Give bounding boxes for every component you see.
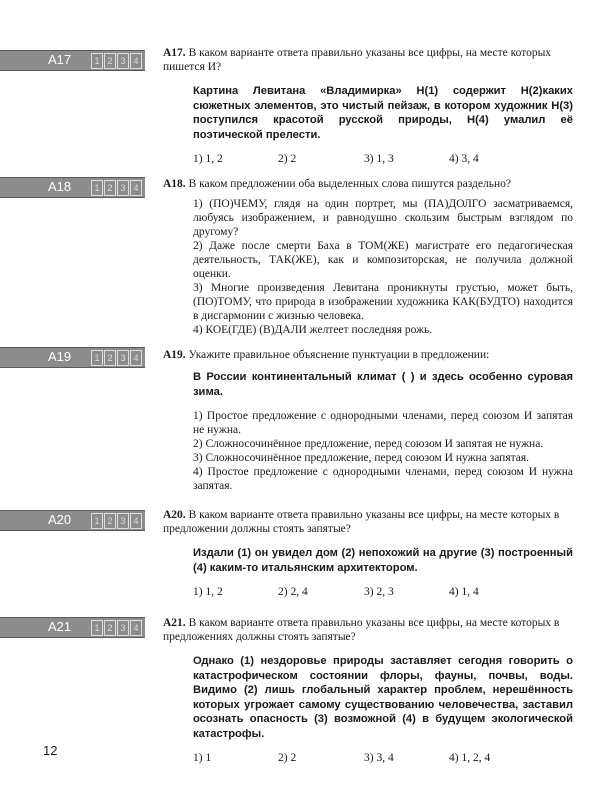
option-item[interactable]: 4) КОЕ(ГДЕ) (В)ДАЛИ желтеет последняя рожь. bbox=[193, 324, 433, 336]
question-code: A17 bbox=[48, 52, 72, 67]
answer-option[interactable]: 3) 3, 4 bbox=[364, 752, 394, 764]
answer-row bbox=[193, 152, 573, 166]
question-code: A19 bbox=[48, 349, 72, 364]
answer-option[interactable]: 1) 1, 2 bbox=[193, 586, 223, 598]
question-a18: А18. В каком предложении оба выделенных слова пишутся раздельно? 1) (ПО)ЧЕМУ, глядя на один портрет, мы (ПА)ДОЛГО засматриваемся, любуясь изображением, и равнодушно скользим быстрым взглядом по другому? 2) Даже после смерти Баха в ТОМ(ЖЕ) магистрате его педагогическая деятельность, ТАК(ЖЕ), как и композиторская, не получила должной оценки. 3) Многие произведения Левитана проникнуты грустью, может быть, (ПО)ТОМУ, что природа в изображении художника КАК(БУДТО) находится в дисгармонии с жизнью человека. 4) КОЕ(ГДЕ) (В)ДАЛИ желтеет последняя рожь. bbox=[163, 178, 573, 336]
answer-option[interactable]: 2) 2 bbox=[278, 752, 297, 764]
question-bar-a21 bbox=[0, 617, 145, 638]
answer-boxes[interactable]: 1 2 3 4 bbox=[91, 53, 143, 69]
question-text: Однако (1) нездоровье природы заставляет сегодня говорить о катастрофическом состоянии флоры, фауны, почвы, воды. Видимо (2) лишь глобальный характер проблем, нерешённость которых угрожает самому существованию человечества, заставил осознать опасность (3) возможной (4) в будущем экологической катастрофы. bbox=[193, 655, 573, 740]
answer-row bbox=[193, 751, 573, 765]
question-code: A21 bbox=[48, 619, 72, 634]
answer-boxes[interactable]: 1 2 3 4 bbox=[91, 513, 143, 529]
option-list bbox=[193, 197, 573, 337]
answer-boxes[interactable]: 1 2 3 4 bbox=[91, 180, 143, 196]
option-item[interactable]: 1) Простое предложение с однородными членами, перед союзом И запятая не нужна. bbox=[193, 410, 573, 436]
answer-option[interactable]: 4) 1, 4 bbox=[449, 586, 479, 598]
question-bar-a17 bbox=[0, 50, 145, 71]
question-prompt: В каком варианте ответа правильно указаны все цифры, на месте которых в предложениях должны стоять запятые? bbox=[163, 617, 560, 643]
answer-row bbox=[193, 585, 573, 599]
question-text: Издали (1) он увидел дом (2) непохожий на другие (3) построенный (4) каким-то итальянским архитектором. bbox=[193, 547, 573, 574]
answer-option[interactable]: 2) 2, 4 bbox=[278, 586, 308, 598]
option-item[interactable]: 3) Сложносочинённое предложение, перед союзом И нужна запятая. bbox=[193, 452, 530, 464]
answer-boxes[interactable]: 1 2 3 4 bbox=[91, 350, 143, 366]
answer-option[interactable]: 4) 1, 2, 4 bbox=[449, 752, 491, 764]
question-bar-a20 bbox=[0, 510, 145, 531]
option-item[interactable]: 2) Сложносочинённое предложение, перед союзом И запятая не нужна. bbox=[193, 438, 544, 450]
answer-option[interactable]: 3) 2, 3 bbox=[364, 586, 394, 598]
answer-option[interactable]: 2) 2 bbox=[278, 153, 297, 165]
option-list bbox=[193, 409, 573, 493]
question-code: A20 bbox=[48, 512, 72, 527]
question-prompt: В каком предложении оба выделенных слова пишутся раздельно? bbox=[188, 178, 511, 190]
question-prompt: В каком варианте ответа правильно указаны все цифры, на месте которых пишется И? bbox=[163, 47, 552, 73]
option-item[interactable]: 3) Многие произведения Левитана проникнуты грустью, может быть, (ПО)ТОМУ, что природа в изображении художника КАК(БУДТО) находится в дисгармонии с жизнью человека. bbox=[193, 282, 573, 322]
question-prompt: Укажите правильное объяснение пунктуации в предложении: bbox=[188, 349, 490, 361]
answer-boxes[interactable]: 1 2 3 4 bbox=[91, 620, 143, 636]
question-prompt: В каком варианте ответа правильно указаны все цифры, на месте которых в предложении должны стоять запятые? bbox=[163, 509, 560, 535]
option-item[interactable]: 1) (ПО)ЧЕМУ, глядя на один портрет, мы (ПА)ДОЛГО засматриваемся, любуясь изображением, и равнодушно скользим быстрым взглядом по другому? bbox=[193, 198, 573, 238]
question-bar-a19 bbox=[0, 347, 145, 368]
answer-option[interactable]: 1) 1, 2 bbox=[193, 153, 223, 165]
answer-option[interactable]: 4) 3, 4 bbox=[449, 153, 479, 165]
question-code: A18 bbox=[48, 179, 72, 194]
page-number: 12 bbox=[43, 743, 58, 758]
option-item[interactable]: 2) Даже после смерти Баха в ТОМ(ЖЕ) магистрате его педагогическая деятельность, ТАК(ЖЕ), как и композиторская, не получила должной оценки. bbox=[193, 240, 573, 280]
option-item[interactable]: 4) Простое предложение с однородными членами, перед союзом И нужна запятая. bbox=[193, 466, 573, 492]
question-text: Картина Левитана «Владимирка» Н(1) содержит Н(2)каких сюжетных элементов, это чистый пейзаж, в котором художник Н(3) поступился красотой русской природы, Н(4) умалил её поэтической прелести. bbox=[193, 85, 573, 141]
answer-option[interactable]: 3) 1, 3 bbox=[364, 153, 394, 165]
question-text: В России континентальный климат ( ) и здесь особенно суровая зима. bbox=[193, 371, 573, 398]
question-bar-a18 bbox=[0, 177, 145, 198]
question-a19: А19. Укажите правильное объяснение пунктуации в предложении: В России континентальный климат ( ) и здесь особенно суровая зима. 1) Простое предложение с однородными членами, перед союзом И запятая не нужна. 2) Сложносочинённое предложение, перед союзом И запятая не нужна. 3) Сложносочинённое предложение, перед союзом И нужна запятая. 4) Простое предложение с однородными членами, перед союзом И нужна запятая. bbox=[163, 349, 573, 492]
answer-option[interactable]: 1) 1 bbox=[193, 752, 212, 764]
question-a20: А20. В каком варианте ответа правильно указаны все цифры, на месте которых в предложении должны стоять запятые? Издали (1) он увидел дом (2) непохожий на другие (3) построенный (4) каким-то итальянским архитектором. 1) 1, 2 2) 2, 4 3) 2, 3 4) 1, 4 bbox=[163, 509, 573, 598]
question-a21: А21. В каком варианте ответа правильно указаны все цифры, на месте которых в предложениях должны стоять запятые? Однако (1) нездоровье природы заставляет сегодня говорить о катастрофическом состоянии флоры, фауны, почвы, воды. Видимо (2) лишь глобальный характер проблем, нерешённость которых угрожает самому существованию человечества, заставил осознать опасность (3) возможной (4) в будущем экологической катастрофы. 1) 1 2) 2 3) 3, 4 4) 1, 2, 4 bbox=[163, 617, 573, 764]
question-a17: А17. В каком варианте ответа правильно указаны все цифры, на месте которых пишется И? Картина Левитана «Владимирка» Н(1) содержит Н(2)каких сюжетных элементов, это чистый пейзаж, в котором художник Н(3) поступился красотой русской природы, Н(4) умалил её поэтической прелести. 1) 1, 2 2) 2 3) 1, 3 4) 3, 4 bbox=[163, 47, 573, 165]
